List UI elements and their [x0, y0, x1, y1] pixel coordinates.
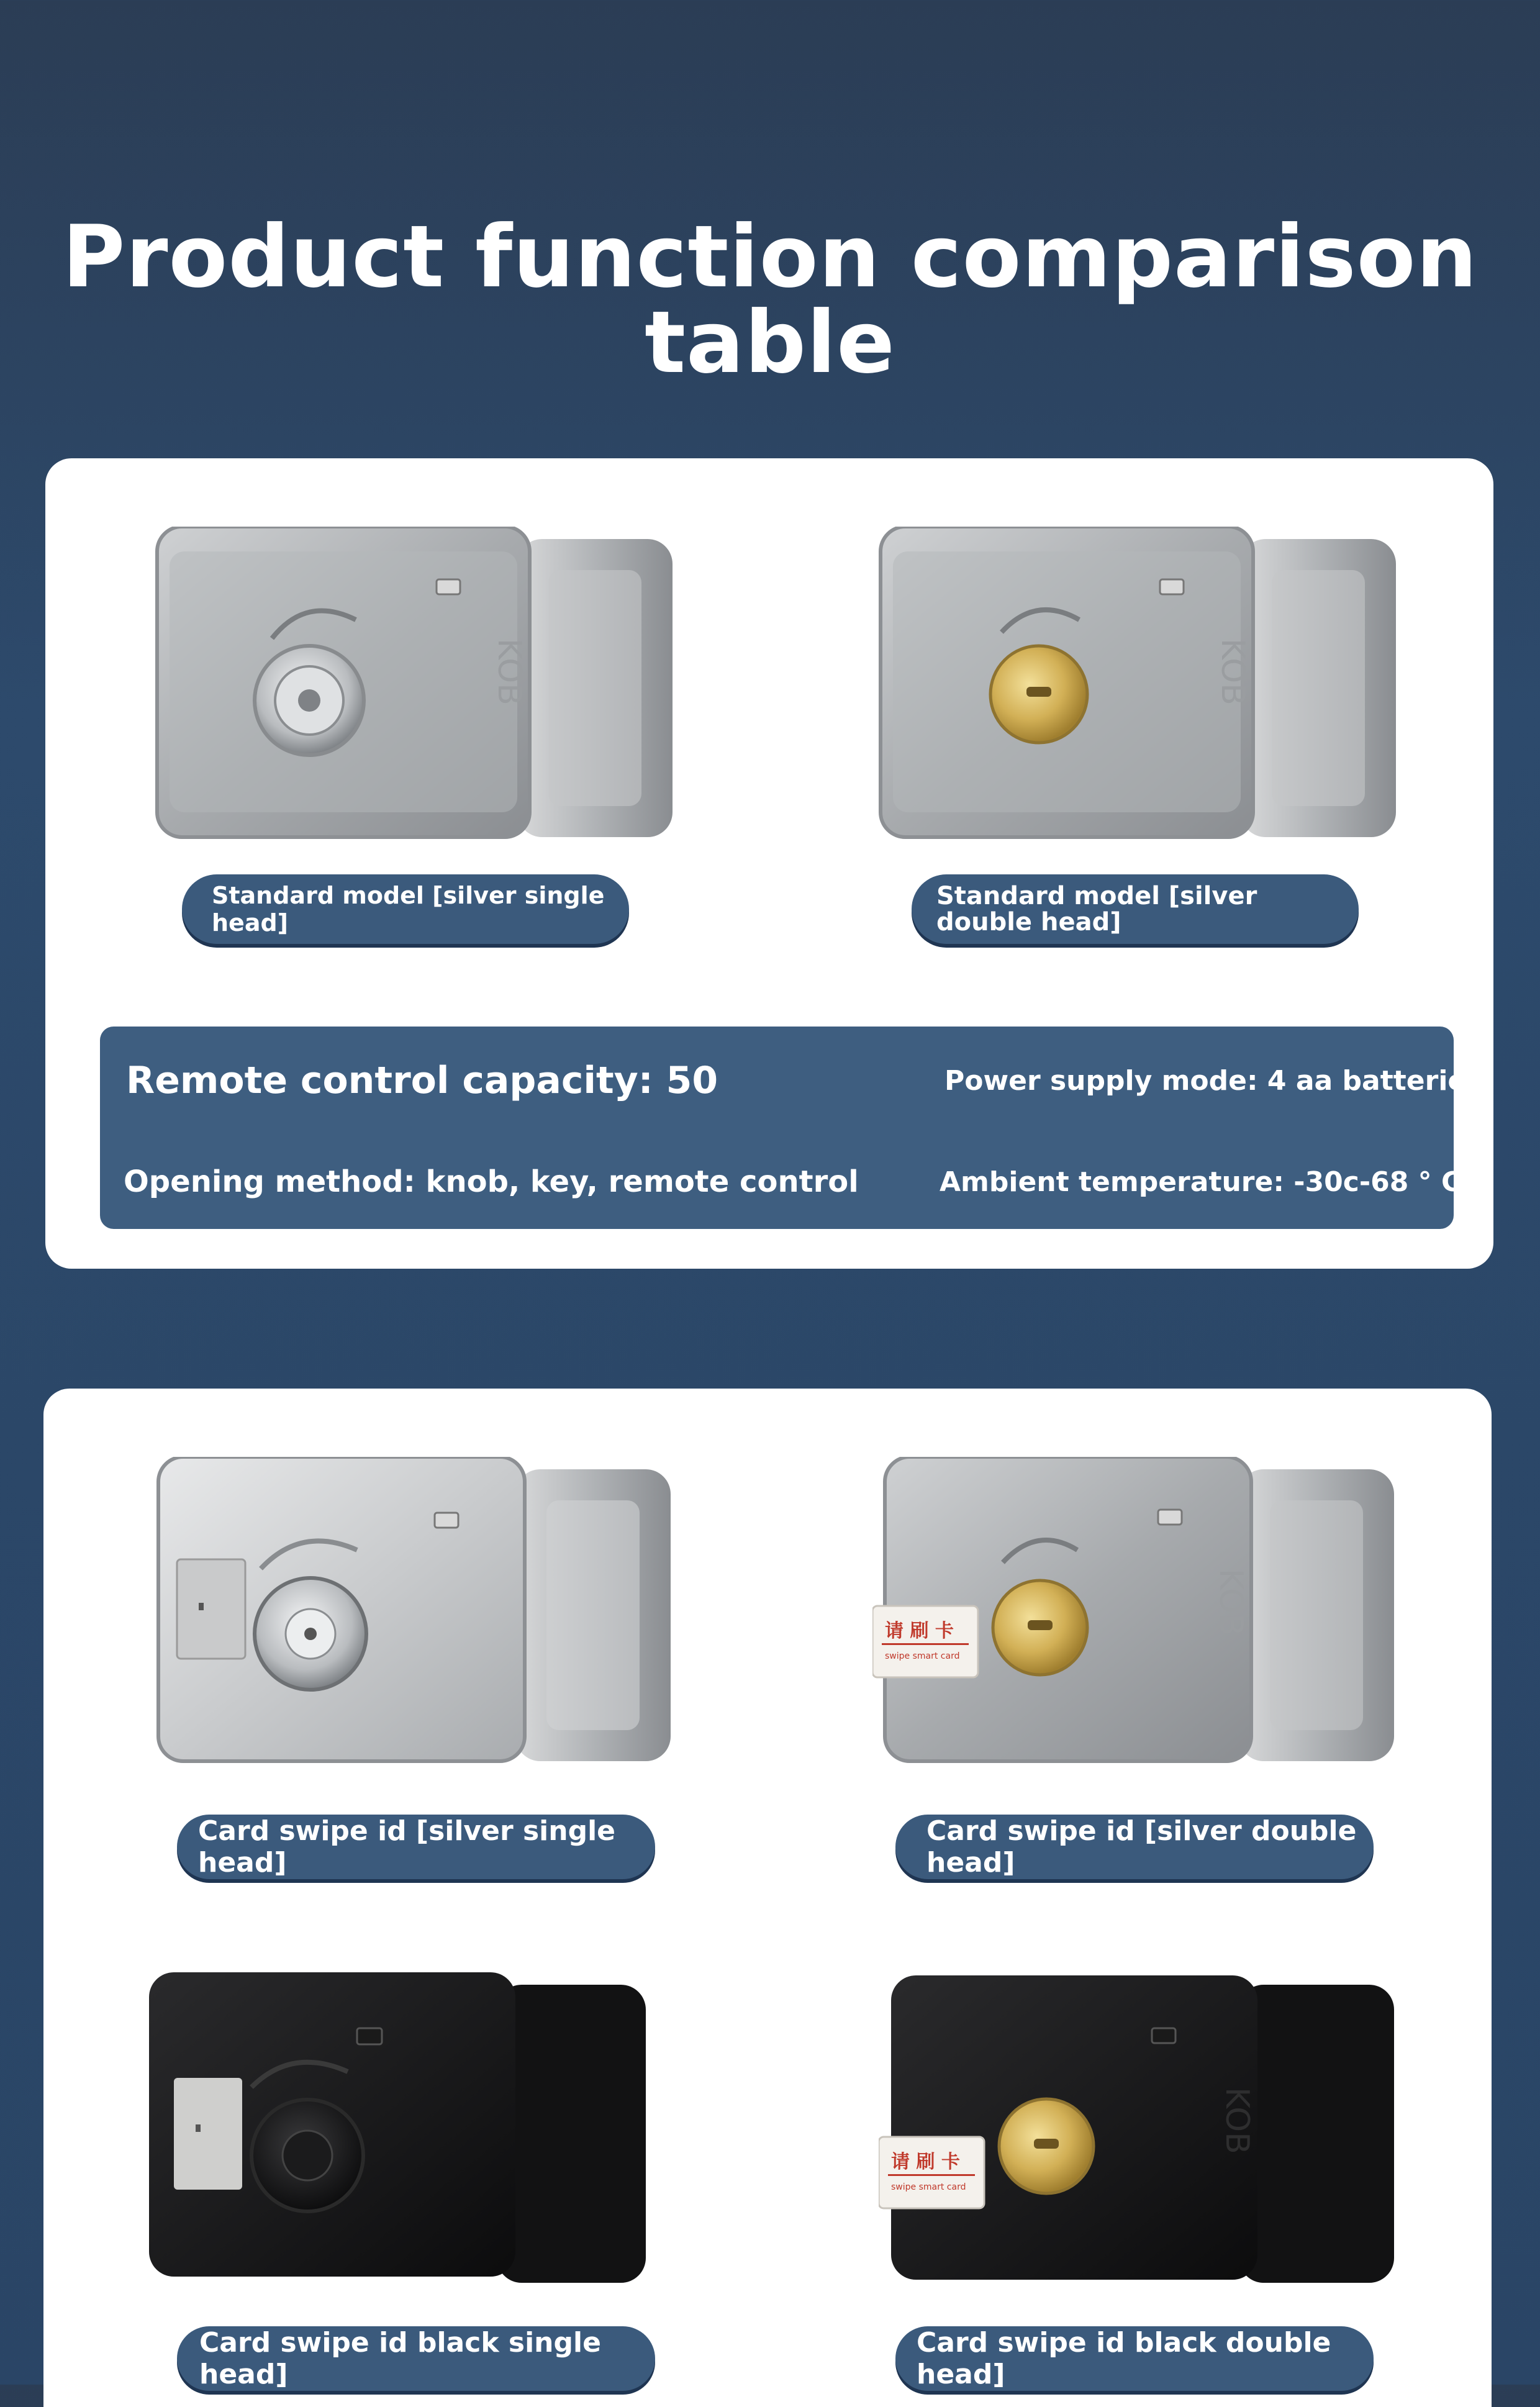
svg-text:KOB: KOB: [1214, 638, 1251, 705]
ambient-temperature-spec: Ambient temperature: -30c-68 ° C: [940, 1166, 1462, 1198]
svg-text:KOB: KOB: [1212, 1569, 1249, 1636]
remote-capacity-spec: Remote control capacity: 50: [126, 1059, 718, 1102]
product-label-pill: [177, 1815, 655, 1879]
card-tag-sublabel: swipe smart card: [885, 1651, 960, 1661]
standard-model-card: [45, 458, 1493, 1269]
product-label: Card swipe id black double head]: [917, 2327, 1331, 2390]
silver-card-reader-knob-lock-icon: [152, 1457, 742, 1774]
product-label: Standard model [silver double head]: [936, 882, 1257, 936]
svg-text:KOB: KOB: [491, 638, 528, 705]
card-tag-sublabel: swipe smart card: [891, 2182, 966, 2192]
black-card-reader-knob-lock-icon: [143, 1972, 702, 2295]
product-label: Card swipe id black single head]: [199, 2327, 601, 2390]
page-title: Product function comparison table: [62, 207, 1478, 392]
product-label-pill: [895, 2326, 1374, 2391]
power-supply-spec: Power supply mode: 4 aa batteries: [944, 1065, 1483, 1097]
card-swipe-model-card: [43, 1389, 1492, 2407]
product-label-pill: [182, 874, 629, 944]
product-label-pill: [895, 1815, 1374, 1879]
product-label-pill: [177, 2326, 655, 2391]
card-tag-label: 请 刷 卡: [885, 1620, 954, 1642]
opening-method-spec: Opening method: knob, key, remote control: [124, 1164, 859, 1199]
spec-panel: [100, 1027, 1483, 1229]
silver-brass-cylinder-lock-icon: [874, 527, 1464, 850]
card-tag-label: 请 刷 卡: [891, 2151, 960, 2173]
black-card-cylinder-lock-icon: [879, 1975, 1469, 2292]
product-label-pill: [912, 874, 1359, 944]
product-label: Standard model [silver single head]: [212, 882, 605, 936]
product-label: Card swipe id [silver double head]: [926, 1815, 1357, 1879]
silver-card-cylinder-lock-icon: [872, 1457, 1462, 1774]
product-label: Card swipe id [silver single head]: [198, 1815, 615, 1879]
silver-knob-lock-icon: [151, 527, 741, 850]
svg-text:KOB: KOB: [1218, 2087, 1256, 2154]
